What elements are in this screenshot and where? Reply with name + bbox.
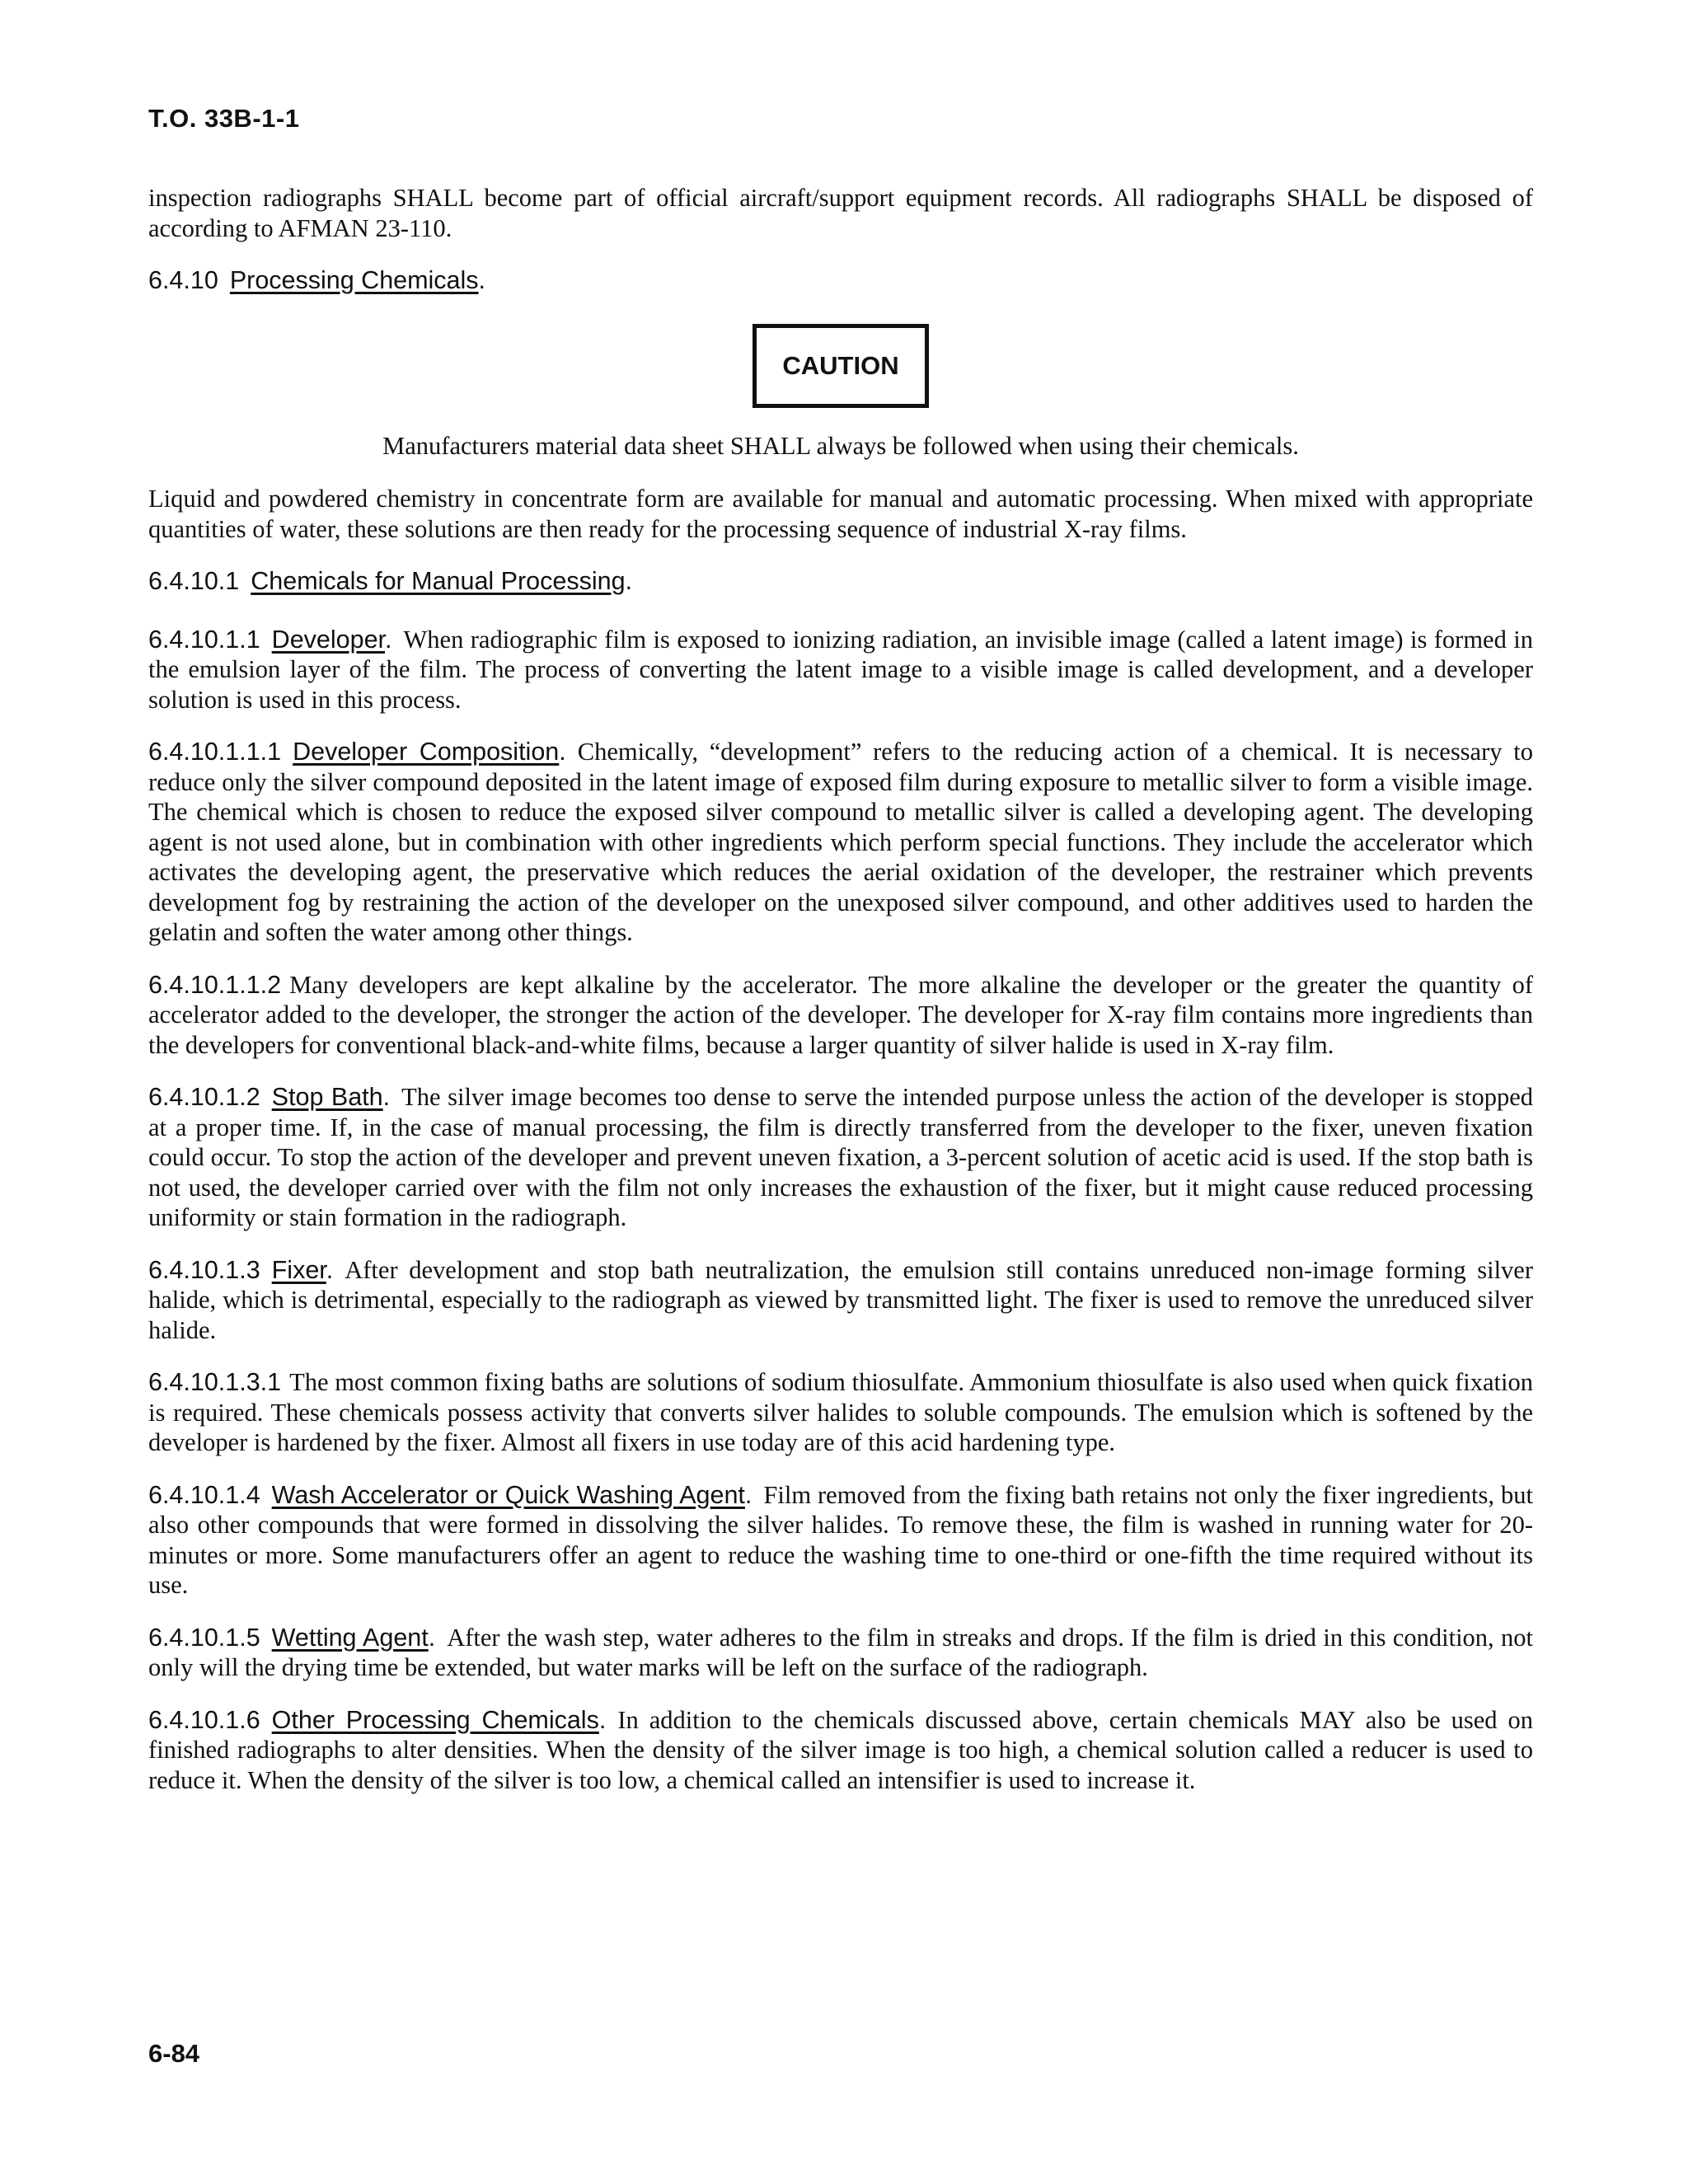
paragraph-text: In addition to the chemicals discussed above, certain chemicals MAY also be used on finished radiographs to alter densities. When the density of the silver image is too high, a chemical solution called a reducer is used to reduce it. When the density of the silver is too low, a chemical called an intensifier is used to increase it. <box>148 1705 1534 1794</box>
paragraph-title: Stop Bath <box>271 1083 383 1111</box>
paragraph-text: After development and stop bath neutralization, the emulsion still contains unreduced non-image forming silver halide, which is detrimental, especially to the radiograph as viewed by transmitted light. The fixer is used to remove the unreduced silver halide. <box>148 1255 1533 1344</box>
section-title: Chemicals for Manual Processing <box>251 567 626 595</box>
section-punct: . <box>625 567 633 595</box>
liquid-chemistry-paragraph: Liquid and powdered chemistry in concentrate form are available for manual and automatic processing. When mixed with appropriate quantities of water, these solutions are then ready for the processing sequence of industrial X-ray films. <box>148 485 1533 543</box>
intro-paragraph: inspection radiographs SHALL become part of official aircraft/support equipment records. All radiographs SHALL be disposed of according to AFMAN 23-110. <box>148 184 1533 242</box>
paragraph-title: Developer <box>271 625 386 654</box>
paragraph-number: 6.4.10.1.1.1 <box>148 738 282 766</box>
page-header: T.O. 33B-1-1 <box>148 104 300 133</box>
caution-block <box>148 324 1533 408</box>
paragraph-punct: . <box>598 1705 607 1734</box>
paragraph-text: The silver image becomes too dense to serve the intended purpose unless the action of the developer is stopped at a proper time. If, in the case of manual processing, the film is directly transferred from the developer to the fixer, uneven fixation could occur. To stop the action of the developer and prevent uneven fixation, a 3-percent solution of acetic acid is used. If the stop bath is not used, the developer carried over with the film not only increases the exhaustion of the fixer, but it might cause reduced processing uniformity or stain formation in the radiograph. <box>148 1083 1533 1231</box>
paragraph-fixing-baths <box>148 1367 1533 1458</box>
paragraph-text: Many developers are kept alkaline by the accelerator. The more alkaline the developer or the greater the quantity of accelerator added to the developer, the stronger the action of the developer. The developer for X-ray film contains more ingredients than the developers for conventional black-and-white films, because a larger quantity of silver halide is used in X-ray film. <box>148 970 1533 1059</box>
paragraph-developer-composition <box>148 737 1533 948</box>
paragraph-title: Wetting Agent <box>271 1623 429 1652</box>
paragraph-number: 6.4.10.1.3.1 <box>148 1368 282 1396</box>
section-number: 6.4.10 <box>148 266 218 294</box>
paragraph-number: 6.4.10.1.6 <box>148 1705 260 1734</box>
section-number: 6.4.10.1 <box>148 567 240 595</box>
paragraph-number: 6.4.10.1.2 <box>148 1083 260 1111</box>
paragraph-number: 6.4.10.1.3 <box>148 1255 260 1284</box>
paragraph-number: 6.4.10.1.1 <box>148 625 260 654</box>
paragraph-punct: . <box>428 1623 436 1652</box>
paragraph-text: When radiographic film is exposed to ionizing radiation, an invisible image (called a latent image) is formed in the emulsion layer of the film. The process of converting the latent image to a visible image is called development, and a developer solution is used in this process. <box>148 625 1533 714</box>
paragraph-text: The most common fixing baths are solutions of sodium thiosulfate. Ammonium thiosulfate is also used when quick fixation is required. These chemicals possess activity that converts silver halides to soluble compounds. The emulsion which is softened by the developer is hardened by the fixer. Almost all fixers in use today are of this acid hardening type. <box>148 1368 1533 1456</box>
paragraph-other-processing-chemicals <box>148 1705 1533 1796</box>
section-title: Processing Chemicals <box>229 266 479 294</box>
paragraph-number: 6.4.10.1.4 <box>148 1480 260 1509</box>
page-number: 6-84 <box>148 2039 200 2068</box>
paragraph-punct: . <box>385 625 392 654</box>
paragraph-number: 6.4.10.1.5 <box>148 1623 260 1652</box>
paragraph-title: Other Processing Chemicals <box>271 1705 599 1734</box>
paragraph-alkaline-developers <box>148 970 1533 1061</box>
paragraph-number: 6.4.10.1.1.2 <box>148 970 282 999</box>
paragraph-title: Fixer <box>271 1255 326 1284</box>
paragraph-wetting-agent <box>148 1623 1533 1683</box>
paragraph-punct: . <box>559 738 566 766</box>
paragraph-text: Film removed from the fixing bath retains not only the fixer ingredients, but also other compounds that were formed in dissolving the silver halides. To remove these, the film is washed in running water for 20-minutes or more. Some manufacturers offer an agent to reduce the washing time to one-third or one-fifth the time required without its use. <box>148 1480 1533 1599</box>
section-heading-6-4-10 <box>148 265 1533 296</box>
section-heading-6-4-10-1 <box>148 566 1533 597</box>
paragraph-wash-accelerator <box>148 1480 1533 1601</box>
paragraph-stop-bath <box>148 1082 1533 1233</box>
paragraph-text: After the wash step, water adheres to the film in streaks and drops. If the film is dried in this condition, not only will the drying time be extended, but water marks will be left on the surface of the radiograph. <box>148 1623 1533 1681</box>
paragraph-punct: . <box>326 1255 334 1284</box>
caution-text: Manufacturers material data sheet SHALL always be followed when using their chemicals. <box>382 431 1299 460</box>
document-body <box>148 183 1533 1817</box>
paragraph-title: Developer Composition <box>293 738 560 766</box>
paragraph-punct: . <box>744 1480 753 1509</box>
paragraph-title: Wash Accelerator or Quick Washing Agent <box>271 1480 745 1509</box>
section-punct: . <box>478 266 486 294</box>
paragraph-text: Chemically, “development” refers to the reducing action of a chemical. It is necessary to reduce only the silver compound deposited in the latent image of exposed film during exposure to metallic silver to form a visible image. The chemical which is chosen to reduce the exposed silver compound to metallic silver is called a developing agent. The developing agent is not used alone, but in combination with other ingredients which perform special functions. They include the accelerator which activates the developing agent, the preservative which reduces the aerial oxidation of the developer, the restrainer which prevents development fog by restraining the action of the developer on the unexposed silver compound, and other additives used to harden the gelatin and soften the water among other things. <box>148 738 1533 946</box>
paragraph-fixer <box>148 1255 1533 1346</box>
paragraph-punct: . <box>382 1083 391 1111</box>
caution-label: CAUTION <box>753 324 929 408</box>
paragraph-developer <box>148 625 1533 715</box>
